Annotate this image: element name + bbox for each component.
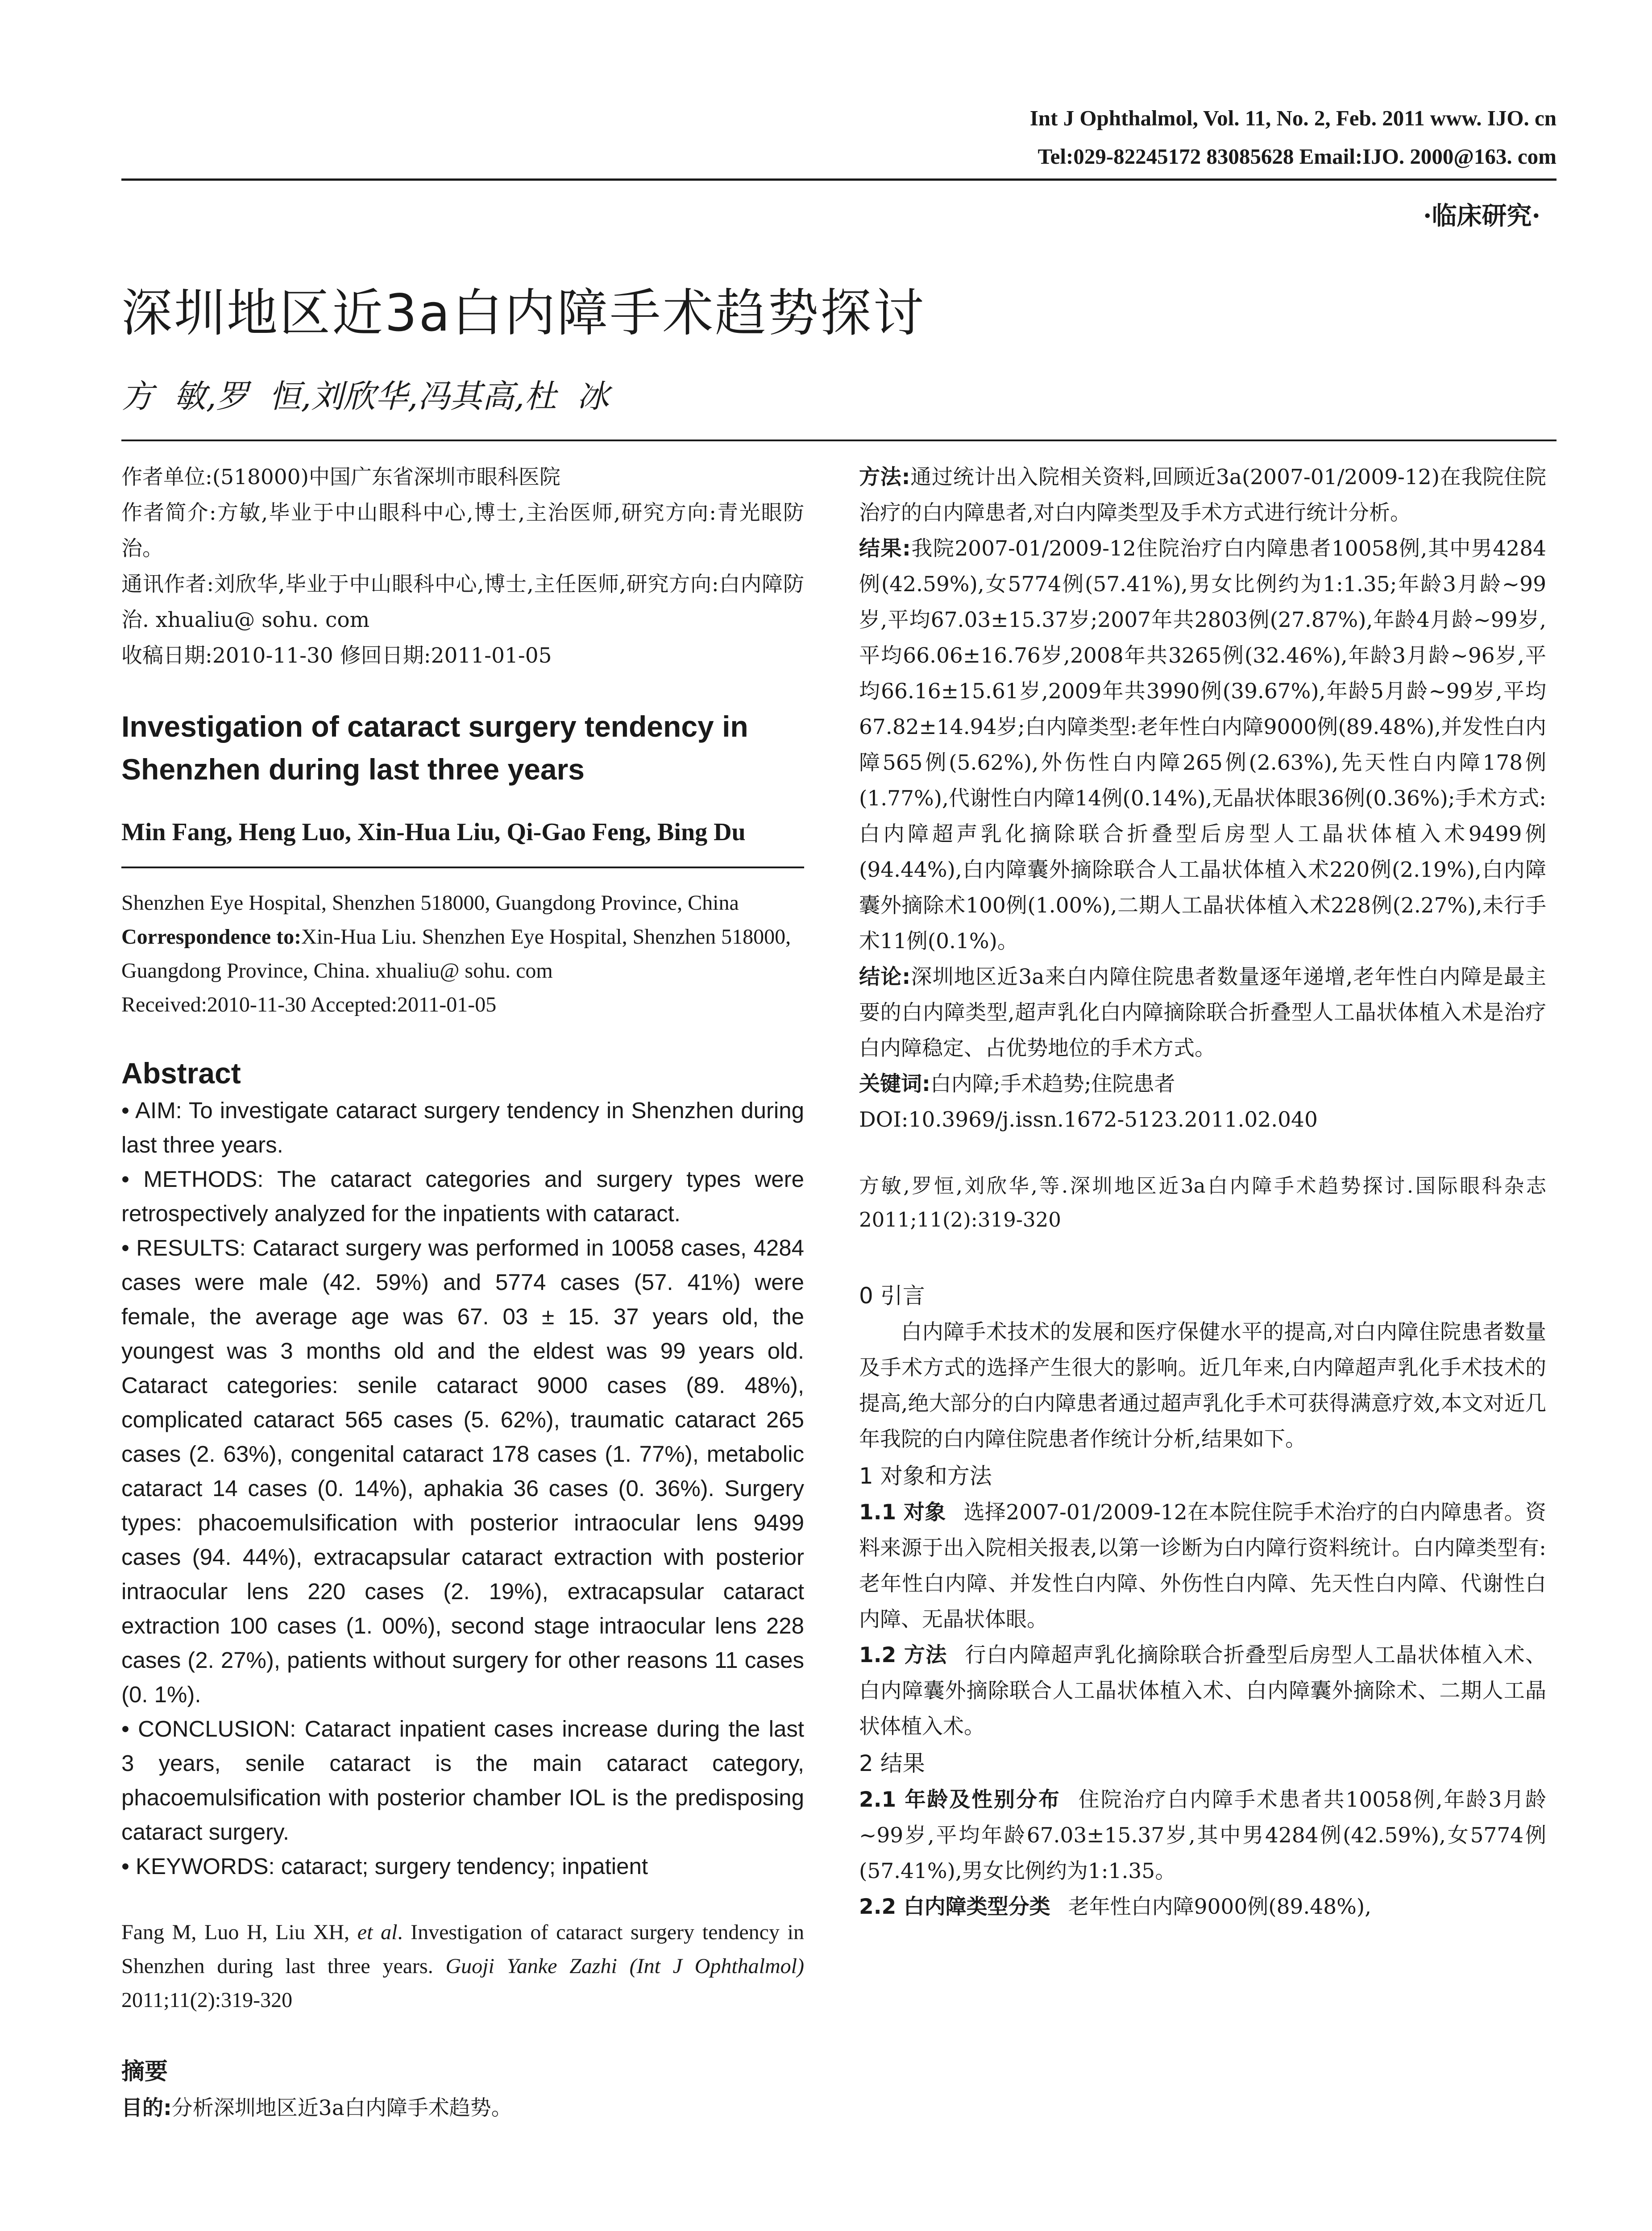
corresponding-author: 通讯作者:刘欣华,毕业于中山眼科中心,博士,主任医师,研究方向:白内障防治. xhualiu@ sohu. com	[121, 572, 804, 632]
english-authors: Min Fang, Heng Luo, Xin-Hua Liu, Qi-Gao Feng, Bing Du	[121, 818, 746, 846]
section-2-2-label: 2.2 白内障类型分类	[859, 1895, 1050, 1919]
correspondence-en: Xin-Hua Liu. Shenzhen Eye Hospital, Shenzhen 518000, Guangdong Province, China. xhualiu@ sohu. com	[121, 925, 791, 983]
left-column	[121, 460, 804, 2126]
fangfa-text: 通过统计出入院相关资料,回顾近3a(2007-01/2009-12)在我院住院治疗的白内障患者,对白内障类型及手术方式进行统计分析。	[859, 465, 1547, 525]
section-1-2-label: 1.2 方法	[859, 1643, 947, 1667]
section-2-1-text: 住院治疗白内障手术患者共10058例,年龄3月龄~99岁,平均年龄67.03±15.37岁,其中男4284例(42.59%),女5774例(57.41%),男女比例约为1:1.35。	[859, 1787, 1547, 1883]
jieguo-label: 结果:	[859, 536, 911, 561]
keywords-cn: 白内障;手术趋势;住院患者	[930, 1072, 1175, 1096]
jielun-label: 结论:	[859, 965, 911, 989]
section-0-title: 0 引言	[859, 1283, 925, 1309]
abstract-keywords: • KEYWORDS: cataract; surgery tendency; inpatient	[121, 1854, 648, 1879]
english-title: Investigation of cataract surgery tendency in Shenzhen during last three years	[121, 710, 748, 786]
dates-cn: 收稿日期:2010-11-30 修回日期:2011-01-05	[121, 643, 552, 668]
abstract-results: • RESULTS: Cataract surgery was performed in 10058 cases, 4284 cases were male (42. 59%) and 5774 cases (57. 41%) were female, the average age was 67. 03 ± 15. 37 years old, the youngest was 3 months old and the eldest was 99 years old. Cataract categories: senile cataract 9000 cases (89. 48%), complicated cataract 565 cases (5. 62%), traumatic cataract 265 cases (2. 63%), congenital cataract 178 cases (1. 77%), metabolic cataract 14 cases (0. 14%), aphakia 36 cases (0. 36%). Surgery types: phacoemulsification with posterior intraocular lens 9499 cases (94. 44%), extracapsular cataract extraction with posterior intraocular lens 220 cases (2. 19%), extracapsular cataract extraction 100 cases (1. 00%), second stage intraocular lens 228 cases (2. 27%), patients without surgery for other reasons 11 cases (0. 1%).	[121, 1235, 804, 1707]
journal-info: Int J Ophthalmol, Vol. 11, No. 2, Feb. 2011 www. IJO. cn	[1029, 106, 1557, 130]
section-0-text: 白内障手术技术的发展和医疗保健水平的提高,对白内障住院患者数量及手术方式的选择产生很大的影响。近几年来,白内障超声乳化手术技术的提高,绝大部分的白内障患者通过超声乳化手术可获得满意疗效,本文对近几年我院的白内障住院患者作统计分析,结果如下。	[859, 1320, 1546, 1451]
citation-cn: 方敏,罗恒,刘欣华,等.深圳地区近3a白内障手术趋势探讨.国际眼科杂志2011;11(2):319-320	[859, 1174, 1546, 1232]
citation-en: Fang M, Luo H, Liu XH, et al. Investigation of cataract surgery tendency in Shenzhen during last three years. Guoji Yanke Zazhi (Int J Ophthalmol) 2011;11(2):319-320	[121, 1920, 805, 2012]
header-rule	[121, 178, 1557, 181]
keywords-cn-label: 关键词:	[859, 1072, 930, 1096]
section-1-2-text: 行白内障超声乳化摘除联合折叠型后房型人工晶状体植入术、白内障囊外摘除联合人工晶状体植入术、白内障囊外摘除术、二期人工晶状体植入术。	[859, 1643, 1547, 1739]
dates-en: Received:2010-11-30 Accepted:2011-01-05	[121, 993, 497, 1016]
fangfa-label: 方法:	[859, 465, 910, 489]
authors-cn: 方 敏,罗 恒,刘欣华,冯其高,杜 冰	[121, 377, 609, 415]
section-1-title: 1 对象和方法	[859, 1463, 992, 1489]
jielun-text: 深圳地区近3a来白内障住院患者数量逐年递增,老年性白内障是最主要的白内障类型,超声乳化白内障摘除联合折叠型人工晶状体植入术是治疗白内障稳定、占优势地位的手术方式。	[859, 965, 1546, 1061]
section-2-1-label: 2.1 年龄及性别分布	[859, 1787, 1061, 1812]
abstract-methods: • METHODS: The cataract categories and surgery types were retrospectively analyzed for the inpatients with cataract.	[121, 1166, 804, 1226]
title-rule	[121, 440, 1557, 441]
affiliation-cn: 作者单位:(518000)中国广东省深圳市眼科医院	[121, 465, 560, 489]
doi: DOI:10.3969/j.issn.1672-5123.2011.02.040	[859, 1107, 1318, 1132]
author-bio: 作者简介:方敏,毕业于中山眼科中心,博士,主治医师,研究方向:青光眼防治。	[121, 501, 804, 561]
mudi-label: 目的:	[121, 2096, 172, 2120]
affiliation-en: Shenzhen Eye Hospital, Shenzhen 518000, Guangdong Province, China	[121, 891, 739, 915]
page-title: 深圳地区近3a白内障手术趋势探讨	[121, 283, 926, 343]
correspondence-label: Correspondence to:	[121, 925, 302, 949]
right-column	[859, 460, 1546, 1925]
mudi-text: 分析深圳地区近3a白内障手术趋势。	[171, 2096, 512, 2120]
abstract-aim: • AIM: To investigate cataract surgery tendency in Shenzhen during last three years.	[121, 1098, 804, 1157]
jieguo-text: 我院2007-01/2009-12住院治疗白内障患者10058例,其中男4284例(42.59%),女5774例(57.41%),男女比例约为1:1.35;年龄3月龄~99岁,平均67.03±15.37岁;2007年共2803例(27.87%),年龄4月龄~99岁,平均66.06±16.76岁,2008年共3265例(32.46%),年龄3月龄~96岁,平均66.16±15.61岁,2009年共3990例(39.67%),年龄5月龄~99岁,平均67.82±14.94岁;白内障类型:老年性白内障9000例(89.48%),并发性白内障565例(5.62%),外伤性白内障265例(2.63%),先天性白内障178例(1.77%),代谢性白内障14例(0.14%),无晶状体眼36例(0.36%);手术方式:白内障超声乳化摘除联合折叠型后房型人工晶状体植入术9499例(94.44%),白内障囊外摘除联合人工晶状体植入术220例(2.19%),白内障囊外摘除术100例(1.00%),二期人工晶状体植入术228例(2.27%),未行手术11例(0.1%)。	[859, 536, 1547, 954]
section-1-1-text: 选择2007-01/2009-12在本院住院手术治疗的白内障患者。资料来源于出入院相关报表,以第一诊断为白内障行资料统计。白内障类型有:老年性白内障、并发性白内障、外伤性白内障、先天性白内障、代谢性白内障、无晶状体眼。	[859, 1500, 1546, 1632]
abstract-heading: Abstract	[121, 1057, 241, 1090]
section-2-title: 2 结果	[859, 1750, 925, 1776]
section-1-1-label: 1.1 对象	[859, 1500, 946, 1525]
abstract-conclusion: • CONCLUSION: Cataract inpatient cases increase during the last 3 years, senile cataract is the main cataract category, phacoemulsification with posterior chamber IOL is the predisposing cataract surgery.	[121, 1716, 804, 1845]
section-tag: ·临床研究·	[1423, 201, 1540, 231]
section-2-2-text: 老年性白内障9000例(89.48%),	[1068, 1895, 1372, 1919]
journal-contact: Tel:029-82245172 83085628 Email:IJO. 2000@163. com	[1038, 144, 1557, 169]
affiliation-rule	[121, 867, 804, 868]
zhaiyao-heading: 摘要	[121, 2058, 168, 2085]
